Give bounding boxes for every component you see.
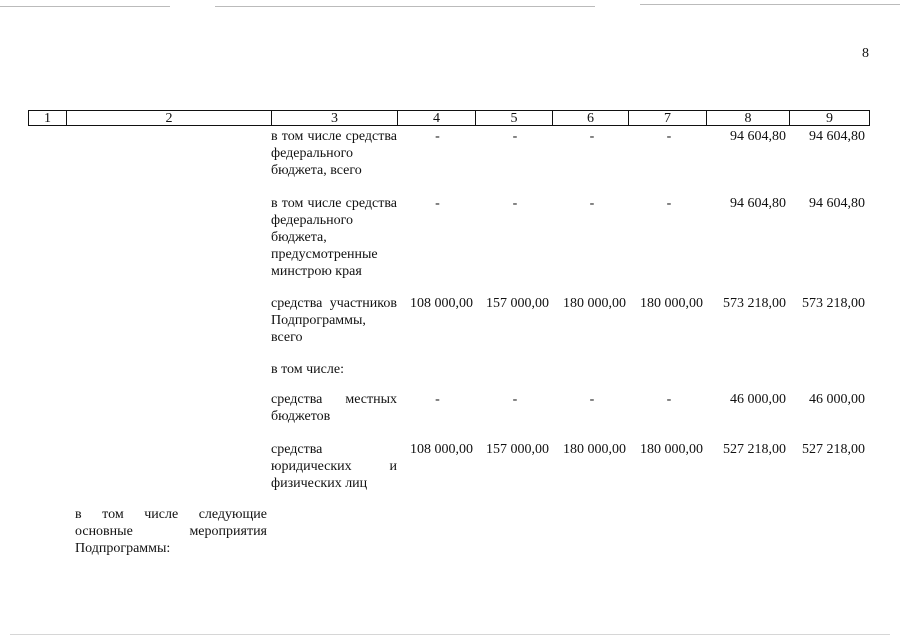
header-col-8: 8	[707, 111, 790, 125]
cell-col-7: -	[666, 392, 672, 407]
row-description: в том числе средства федерального бюджета, предусмотренные минстрою края	[271, 196, 397, 279]
cell-col-6: 180 000,00	[563, 442, 626, 457]
cell-col-8: 46 000,00	[730, 392, 786, 407]
row-description: в том числе средства федерального бюджета, всего	[271, 129, 397, 178]
cell-col-7: -	[666, 196, 672, 211]
cell-col-9: 94 604,80	[809, 129, 865, 144]
cell-col-9: 573 218,00	[802, 296, 865, 311]
cell-col-7: 180 000,00	[640, 296, 703, 311]
cell-col-6: -	[589, 129, 595, 144]
cell-col-5: -	[512, 196, 518, 211]
cell-col-9: 46 000,00	[809, 392, 865, 407]
header-col-1: 1	[29, 111, 67, 125]
header-col-4: 4	[398, 111, 476, 125]
page-number: 8	[862, 46, 869, 61]
scan-noise	[10, 634, 890, 635]
cell-col-5: -	[512, 129, 518, 144]
header-col-3: 3	[272, 111, 398, 125]
cell-col-7: -	[666, 129, 672, 144]
scan-noise	[0, 6, 170, 7]
scan-noise	[640, 4, 900, 5]
cell-col-8: 573 218,00	[723, 296, 786, 311]
cell-col-4: 108 000,00	[410, 296, 473, 311]
cell-col-8: 94 604,80	[730, 129, 786, 144]
row-description: средства юридических и физических лиц	[271, 442, 397, 491]
cell-col-5: 157 000,00	[486, 442, 549, 457]
header-col-7: 7	[629, 111, 707, 125]
cell-col-5: 157 000,00	[486, 296, 549, 311]
cell-col-6: 180 000,00	[563, 296, 626, 311]
cell-col-4: -	[435, 196, 440, 211]
row-description: средства местных бюджетов	[271, 392, 397, 424]
row-description: в том числе:	[271, 362, 344, 377]
header-col-2: 2	[67, 111, 272, 125]
header-col-9: 9	[826, 111, 833, 126]
cell-col-4: 108 000,00	[410, 442, 473, 457]
cell-col-6: -	[589, 196, 595, 211]
header-col-5: 5	[476, 111, 553, 125]
cell-col-4: -	[435, 392, 440, 407]
row-description: средства участников Подпрограммы, всего	[271, 296, 397, 345]
cell-col-8: 94 604,80	[730, 196, 786, 211]
scan-noise	[215, 6, 595, 7]
cell-col-9: 94 604,80	[809, 196, 865, 211]
header-col-6: 6	[553, 111, 629, 125]
section-note: в том числе следующие основные мероприятия Подпрограммы:	[75, 507, 267, 556]
cell-col-5: -	[512, 392, 518, 407]
cell-col-6: -	[589, 392, 595, 407]
cell-col-9: 527 218,00	[802, 442, 865, 457]
cell-col-7: 180 000,00	[640, 442, 703, 457]
table-header-row	[28, 110, 870, 126]
cell-col-8: 527 218,00	[723, 442, 786, 457]
cell-col-4: -	[435, 129, 440, 144]
